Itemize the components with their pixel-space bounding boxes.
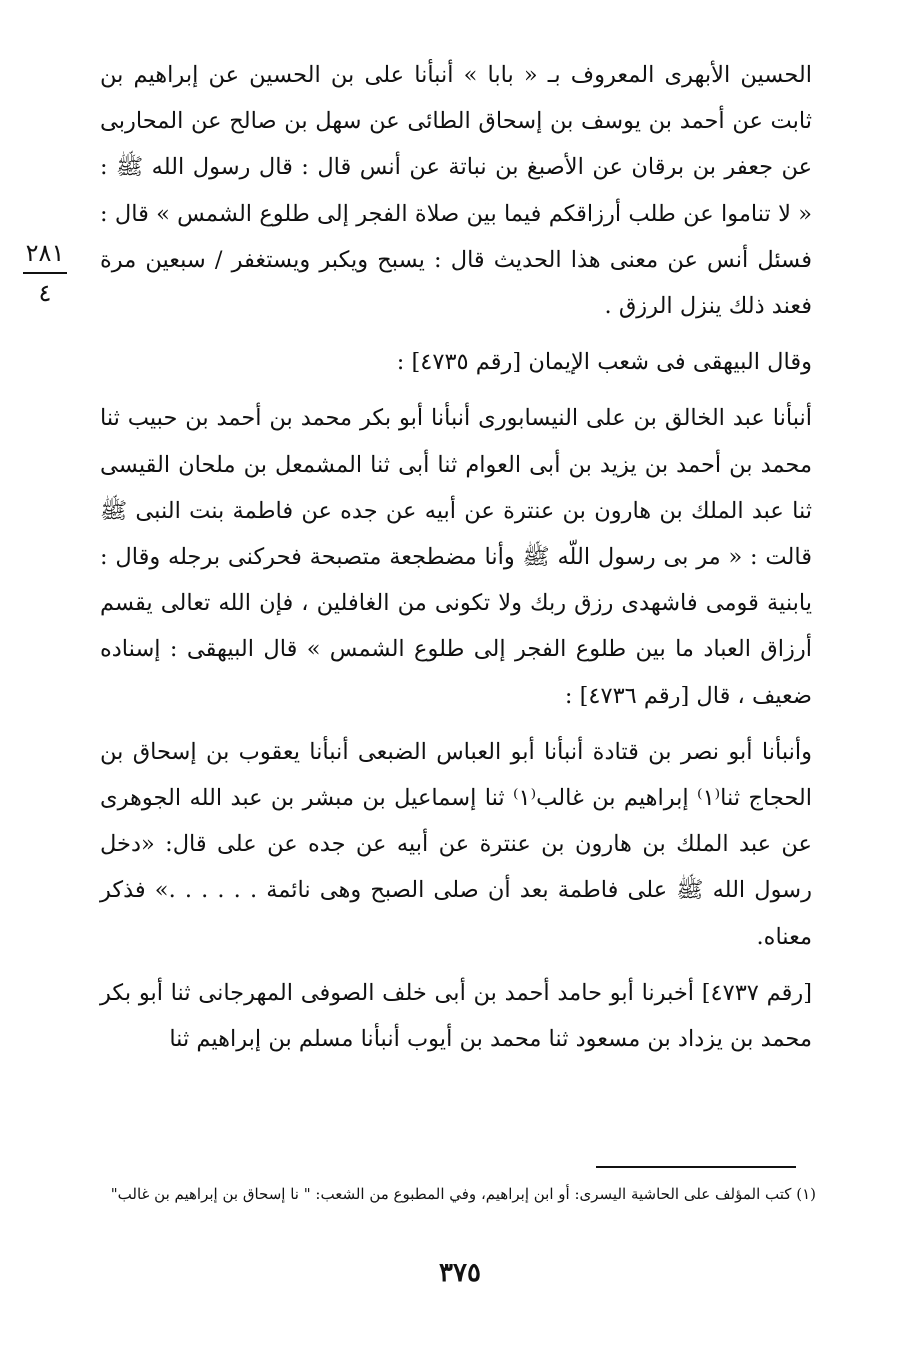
footnote-separator [596,1166,796,1168]
main-text [100,52,812,1062]
margin-note-bottom: ٤ [38,279,52,307]
margin-note-top: ٢٨١ [25,239,65,267]
paragraph-hadith-ali: وأنبأنا أبو نصر بن قتادة أنبأنا أبو العباس الضبعى أنبأنا يعقوب بن إسحاق بن الحجاج ثنا⁽١⁾ إبراهيم بن غالب⁽١⁾ ثنا إسماعيل بن مبشر بن عبد الله الجوهرى عن عبد الملك بن هارون بن عنترة عن أبيه عن جده عن على قال: «دخل رسول الله ﷺ على فاطمة بعد أن صلى الصبح وهى نائمة . . . . . .» فذكر معناه. [100,738,812,950]
margin-note-divider [23,272,67,274]
margin-manuscript-reference [20,236,70,310]
paragraph-bayhaqi-intro: وقال البيهقى فى شعب الإيمان [رقم ٤٧٣٥] : [396,349,812,376]
page-number: ٣٧٥ [439,1258,481,1288]
paragraph-hadith-anas: الحسين الأبهرى المعروف بـ « بابا » أنبأنا على بن الحسين عن إبراهيم بن ثابت عن أحمد بن يوسف بن إسحاق الطائى عن سهل بن صالح عن المحاربى عن جعفر بن برقان عن الأصبغ بن نباتة عن أنس قال : قال رسول الله ﷺ : « لا تناموا عن طلب أرزاقكم فيما بين صلاة الفجر إلى طلوع الشمس » قال : فسئل أنس عن معنى هذا الحديث قال : يسبح ويكبر ويستغفر / سبعين مرة فعند ذلك ينزل الرزق . [100,62,812,320]
paragraph-hadith-fatima: أنبأنا عبد الخالق بن على النيسابورى أنبأنا أبو بكر محمد بن أحمد بن حبيب ثنا محمد بن أحمد بن يزيد بن أبى العوام ثنا أبى ثنا المشمعل بن ملحان القيسى ثنا عبد الملك بن هارون بن عنترة عن أبيه عن جده عن فاطمة بنت النبى ﷺ قالت : « مر بى رسول اللّه ﷺ وأنا مضطجعة متصبحة فحركنى برجله وقال : يابنية قومى فاشهدى رزق ربك ولا تكونى من الغافلين ، فإن الله تعالى يقسم أرزاق العباد ما بين طلوع الفجر إلى طلوع الشمس » قال البيهقى : إسناده ضعيف ، قال [رقم ٤٧٣٦] : [100,405,812,709]
paragraph-hadith-4737: [رقم ٤٧٣٧] أخبرنا أبو حامد أحمد بن أبى خلف الصوفى المهرجانى ثنا أبو بكر محمد بن يزداد بن مسعود ثنا محمد بن أيوب أنبأنا مسلم بن إبراهيم ثنا [100,979,812,1053]
footnote: (١) كتب المؤلف على الحاشية اليسرى: أو ابن إبراهيم، وفي المطبوع من الشعب: " نا إسحاق بن إبراهيم بن غالب" [110,1185,816,1203]
